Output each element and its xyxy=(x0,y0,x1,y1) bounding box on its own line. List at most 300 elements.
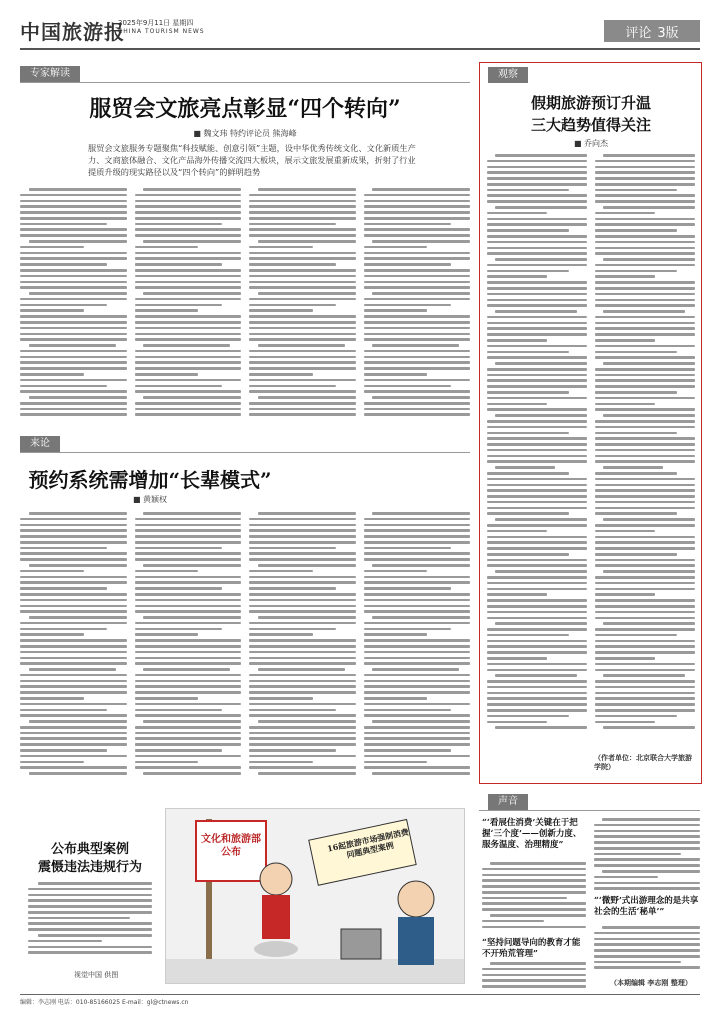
text-line xyxy=(595,536,695,539)
text-line xyxy=(490,914,586,917)
text-line xyxy=(20,408,127,411)
text-line xyxy=(487,304,587,307)
text-line xyxy=(595,252,695,255)
text-line xyxy=(595,692,695,695)
text-line xyxy=(249,402,356,405)
text-line xyxy=(20,547,107,550)
text-line xyxy=(135,275,242,278)
text-line xyxy=(135,726,242,729)
text-line xyxy=(135,321,242,324)
text-line xyxy=(249,576,356,579)
text-line xyxy=(28,905,152,908)
text-line xyxy=(603,154,695,157)
text-line xyxy=(20,639,127,642)
text-line xyxy=(495,362,587,365)
text-line xyxy=(602,818,700,821)
top-article-body xyxy=(20,188,470,420)
text-line xyxy=(135,593,242,596)
text-line xyxy=(487,501,587,504)
text-line xyxy=(249,286,356,289)
text-line xyxy=(595,628,695,631)
text-line xyxy=(595,489,695,492)
text-line xyxy=(490,962,586,965)
text-line xyxy=(364,737,471,740)
text-line xyxy=(135,524,242,527)
text-line xyxy=(364,367,471,370)
text-line xyxy=(595,374,695,377)
text-line xyxy=(249,373,313,376)
text-line xyxy=(487,484,587,487)
text-line xyxy=(135,252,242,255)
text-line xyxy=(135,714,242,717)
text-line xyxy=(135,338,242,341)
text-line xyxy=(28,928,152,931)
text-line xyxy=(20,541,127,544)
text-line xyxy=(482,874,586,877)
text-line xyxy=(364,743,471,746)
text-line xyxy=(364,338,471,341)
text-line xyxy=(487,432,569,435)
text-line xyxy=(364,547,451,550)
text-line xyxy=(594,876,658,879)
text-line xyxy=(135,657,242,660)
tag-observe: 观察 xyxy=(488,67,528,83)
text-line xyxy=(595,611,695,614)
text-line xyxy=(364,385,451,388)
text-line xyxy=(364,350,471,353)
text-line xyxy=(364,732,471,735)
text-line xyxy=(20,379,127,382)
text-line xyxy=(20,628,107,631)
text-line xyxy=(364,703,471,706)
text-line xyxy=(487,316,587,319)
text-line xyxy=(364,697,428,700)
text-line xyxy=(364,217,471,220)
text-line xyxy=(603,622,695,625)
text-line xyxy=(495,726,587,729)
text-line xyxy=(364,263,451,266)
text-line xyxy=(482,891,586,894)
text-line xyxy=(487,420,587,423)
text-line xyxy=(595,484,695,487)
text-line xyxy=(135,390,242,393)
text-line xyxy=(249,749,336,752)
text-line xyxy=(495,570,587,573)
middle-article-byline: ■ 黄颖权 xyxy=(132,495,168,504)
tag-rule xyxy=(479,810,700,811)
voice-item2-title: “坚持问题导向的教育才能不开殆荒管理” xyxy=(482,938,581,959)
text-line xyxy=(595,420,695,423)
text-line xyxy=(135,680,242,683)
text-line xyxy=(20,402,127,405)
text-line xyxy=(20,228,127,231)
text-line xyxy=(364,651,471,654)
text-line xyxy=(28,946,152,949)
text-line xyxy=(249,552,356,555)
text-line xyxy=(135,633,199,636)
text-line xyxy=(143,188,241,191)
text-line xyxy=(20,315,127,318)
text-line xyxy=(595,397,695,400)
text-line xyxy=(595,443,695,446)
text-line xyxy=(135,361,242,364)
text-line xyxy=(135,246,199,249)
text-line xyxy=(135,373,199,376)
voice-item1-body xyxy=(482,862,586,928)
text-line xyxy=(595,333,695,336)
text-line xyxy=(20,593,127,596)
text-line xyxy=(595,166,695,169)
text-line xyxy=(20,281,127,284)
text-line xyxy=(364,211,471,214)
text-line xyxy=(29,512,127,515)
text-line xyxy=(135,605,242,608)
text-line xyxy=(487,663,587,666)
text-line xyxy=(135,610,242,613)
text-line xyxy=(135,304,222,307)
text-line xyxy=(595,177,695,180)
text-line xyxy=(364,645,471,648)
text-line xyxy=(364,552,471,555)
text-line xyxy=(20,674,127,677)
text-line xyxy=(135,576,242,579)
text-line xyxy=(602,926,700,929)
text-line xyxy=(135,737,242,740)
text-line xyxy=(143,668,230,671)
text-line xyxy=(249,541,356,544)
text-line xyxy=(258,668,345,671)
text-line xyxy=(249,413,356,416)
text-line xyxy=(135,645,242,648)
text-line xyxy=(249,755,356,758)
text-line xyxy=(135,535,242,538)
text-line xyxy=(20,610,127,613)
text-line xyxy=(249,281,356,284)
text-line xyxy=(495,414,587,417)
text-line xyxy=(20,599,127,602)
text-line xyxy=(594,824,700,827)
text-line xyxy=(20,749,107,752)
text-line xyxy=(487,489,587,492)
text-line xyxy=(603,258,695,261)
text-line xyxy=(364,524,471,527)
text-line xyxy=(364,633,428,636)
text-line xyxy=(487,345,587,348)
text-line xyxy=(135,622,242,625)
text-line xyxy=(595,379,695,382)
tag-rule xyxy=(20,452,470,453)
text-line xyxy=(595,455,695,458)
text-line xyxy=(487,553,569,556)
text-line xyxy=(487,391,569,394)
text-line xyxy=(482,897,567,900)
text-line xyxy=(487,443,587,446)
text-line xyxy=(20,211,127,214)
text-line xyxy=(595,680,695,683)
text-line xyxy=(258,188,356,191)
text-line xyxy=(595,160,695,163)
text-line xyxy=(135,599,242,602)
text-line xyxy=(249,200,356,203)
text-line xyxy=(20,743,127,746)
text-line xyxy=(487,235,587,238)
text-line xyxy=(20,570,84,573)
text-line xyxy=(364,286,471,289)
text-line xyxy=(487,247,587,250)
text-line xyxy=(595,553,677,556)
text-line xyxy=(28,951,152,954)
text-line xyxy=(249,622,356,625)
text-line xyxy=(364,761,428,764)
text-line xyxy=(487,536,587,539)
text-line xyxy=(135,385,222,388)
text-line xyxy=(20,373,84,376)
text-line xyxy=(135,662,242,665)
voice-item-continued xyxy=(594,818,700,890)
text-line xyxy=(249,737,356,740)
text-line xyxy=(364,657,471,660)
text-line xyxy=(372,188,470,191)
tag-rule xyxy=(20,82,470,83)
text-line xyxy=(364,662,471,665)
text-line xyxy=(249,709,336,712)
text-line xyxy=(482,926,586,929)
text-line xyxy=(20,552,127,555)
text-line xyxy=(487,582,587,585)
text-line xyxy=(249,234,356,237)
text-line xyxy=(364,628,451,631)
text-line xyxy=(372,292,470,295)
text-line xyxy=(364,709,451,712)
text-line xyxy=(490,862,586,865)
text-line xyxy=(495,518,587,521)
text-line xyxy=(482,908,586,911)
text-line xyxy=(135,691,242,694)
text-line xyxy=(602,870,700,873)
masthead-rule xyxy=(20,48,700,50)
text-line xyxy=(487,524,587,527)
text-line xyxy=(487,564,587,567)
text-line xyxy=(20,645,127,648)
text-line xyxy=(487,189,569,192)
voices-editor-note: （本期编辑 李志刚 整理） xyxy=(610,979,692,987)
case-title-line2: 震慑违法违规行为 xyxy=(37,860,142,875)
text-line xyxy=(135,217,242,220)
text-line xyxy=(20,761,84,764)
text-line xyxy=(135,570,199,573)
text-line xyxy=(20,737,127,740)
text-line xyxy=(595,385,695,388)
tag-expert: 专家解读 xyxy=(20,66,80,82)
text-line xyxy=(249,338,356,341)
text-line xyxy=(595,588,695,591)
text-line xyxy=(595,715,677,718)
text-line xyxy=(487,270,569,273)
tag-voices: 声音 xyxy=(488,794,528,810)
text-line xyxy=(20,338,127,341)
text-line xyxy=(364,680,471,683)
text-line xyxy=(20,217,127,220)
text-line xyxy=(487,692,587,695)
text-line xyxy=(487,593,547,596)
text-line xyxy=(28,888,152,891)
text-line xyxy=(249,605,356,608)
text-line xyxy=(364,599,471,602)
text-line xyxy=(258,396,356,399)
editorial-cartoon xyxy=(165,808,465,984)
text-line xyxy=(135,333,242,336)
text-line xyxy=(364,749,451,752)
text-line xyxy=(135,749,222,752)
text-line xyxy=(487,252,587,255)
text-line xyxy=(595,241,695,244)
text-line xyxy=(487,512,569,515)
text-line xyxy=(249,558,356,561)
text-line xyxy=(595,299,695,302)
text-line xyxy=(603,206,695,209)
text-line xyxy=(20,246,84,249)
text-line xyxy=(595,327,695,330)
text-line xyxy=(487,229,569,232)
page-number: 3版 xyxy=(657,25,679,41)
text-line xyxy=(20,333,127,336)
text-line xyxy=(249,524,356,527)
cartoon-banner: 16起旅游市场强制消费问题典型案例 xyxy=(326,826,410,860)
text-line xyxy=(364,333,471,336)
text-line xyxy=(20,298,127,301)
text-line xyxy=(364,541,471,544)
voice-item3-body xyxy=(594,926,700,969)
text-line xyxy=(249,593,356,596)
text-line xyxy=(595,183,695,186)
text-line xyxy=(20,234,127,237)
text-line xyxy=(487,183,587,186)
text-line xyxy=(249,321,356,324)
text-line xyxy=(487,721,547,724)
text-line xyxy=(20,367,127,370)
opinion-title-line2: 三大趋势值得关注 xyxy=(530,116,651,134)
text-line xyxy=(20,633,84,636)
text-line xyxy=(595,512,677,515)
text-line xyxy=(487,356,587,359)
text-line xyxy=(135,541,242,544)
text-line xyxy=(258,344,345,347)
text-line xyxy=(495,466,555,469)
text-line xyxy=(249,535,356,538)
text-line xyxy=(595,460,695,463)
opinion-author-note: （作者单位：北京联合大学旅游学院） xyxy=(594,754,692,771)
text-line xyxy=(29,668,116,671)
text-line xyxy=(487,530,547,533)
text-line xyxy=(249,691,356,694)
text-line xyxy=(29,564,127,567)
text-line xyxy=(603,362,695,365)
text-line xyxy=(364,691,471,694)
text-line xyxy=(487,385,587,388)
text-line xyxy=(594,882,700,885)
text-line xyxy=(487,697,587,700)
text-line xyxy=(249,223,336,226)
text-line xyxy=(603,518,695,521)
text-line xyxy=(249,518,356,521)
text-line xyxy=(487,293,587,296)
text-line xyxy=(364,234,471,237)
text-line xyxy=(249,194,356,197)
text-line xyxy=(249,263,336,266)
text-line xyxy=(487,223,587,226)
text-line xyxy=(487,408,587,411)
text-line xyxy=(595,293,695,296)
text-line xyxy=(595,264,695,267)
text-line xyxy=(487,472,569,475)
text-line xyxy=(20,309,84,312)
text-line xyxy=(603,726,695,729)
text-line xyxy=(249,697,313,700)
text-line xyxy=(249,390,356,393)
text-line xyxy=(594,966,700,969)
text-line xyxy=(20,390,127,393)
text-line xyxy=(487,640,587,643)
text-line xyxy=(249,529,356,532)
text-line xyxy=(20,691,127,694)
text-line xyxy=(364,674,471,677)
text-line xyxy=(249,726,356,729)
text-line xyxy=(20,275,127,278)
text-line xyxy=(20,205,127,208)
text-line xyxy=(482,879,586,882)
text-line xyxy=(487,455,587,458)
text-line xyxy=(135,356,242,359)
text-line xyxy=(249,327,356,330)
text-line xyxy=(487,333,587,336)
text-line xyxy=(135,685,242,688)
case-title-line1: 公布典型案例 xyxy=(50,842,129,857)
text-line xyxy=(249,639,356,642)
text-line xyxy=(364,570,428,573)
text-line xyxy=(364,755,471,758)
text-line xyxy=(595,634,677,637)
paper-english-name: CHINA TOURISM NEWS xyxy=(118,28,205,35)
text-line xyxy=(20,622,127,625)
text-line xyxy=(595,432,677,435)
text-line xyxy=(595,547,695,550)
opinion-byline: ■ 乔向杰 xyxy=(573,139,609,148)
text-line xyxy=(595,524,695,527)
text-line xyxy=(38,934,152,937)
text-line xyxy=(595,686,695,689)
text-line xyxy=(135,628,222,631)
text-line xyxy=(594,853,681,856)
text-line xyxy=(20,361,127,364)
text-line xyxy=(364,309,428,312)
text-line xyxy=(487,299,587,302)
text-line xyxy=(482,974,586,977)
text-line xyxy=(20,200,127,203)
text-line xyxy=(595,449,695,452)
text-line xyxy=(258,240,356,243)
text-line xyxy=(249,674,356,677)
text-line xyxy=(135,257,242,260)
text-line xyxy=(28,894,152,897)
text-line xyxy=(20,286,127,289)
text-line xyxy=(135,367,242,370)
opinion-title-line1: 假期旅游预订升温 xyxy=(530,94,651,112)
text-line xyxy=(364,379,471,382)
text-line xyxy=(364,593,471,596)
text-line xyxy=(249,547,336,550)
text-line xyxy=(135,298,242,301)
cartoon-sign: 文化和旅游部公布 xyxy=(201,834,261,858)
